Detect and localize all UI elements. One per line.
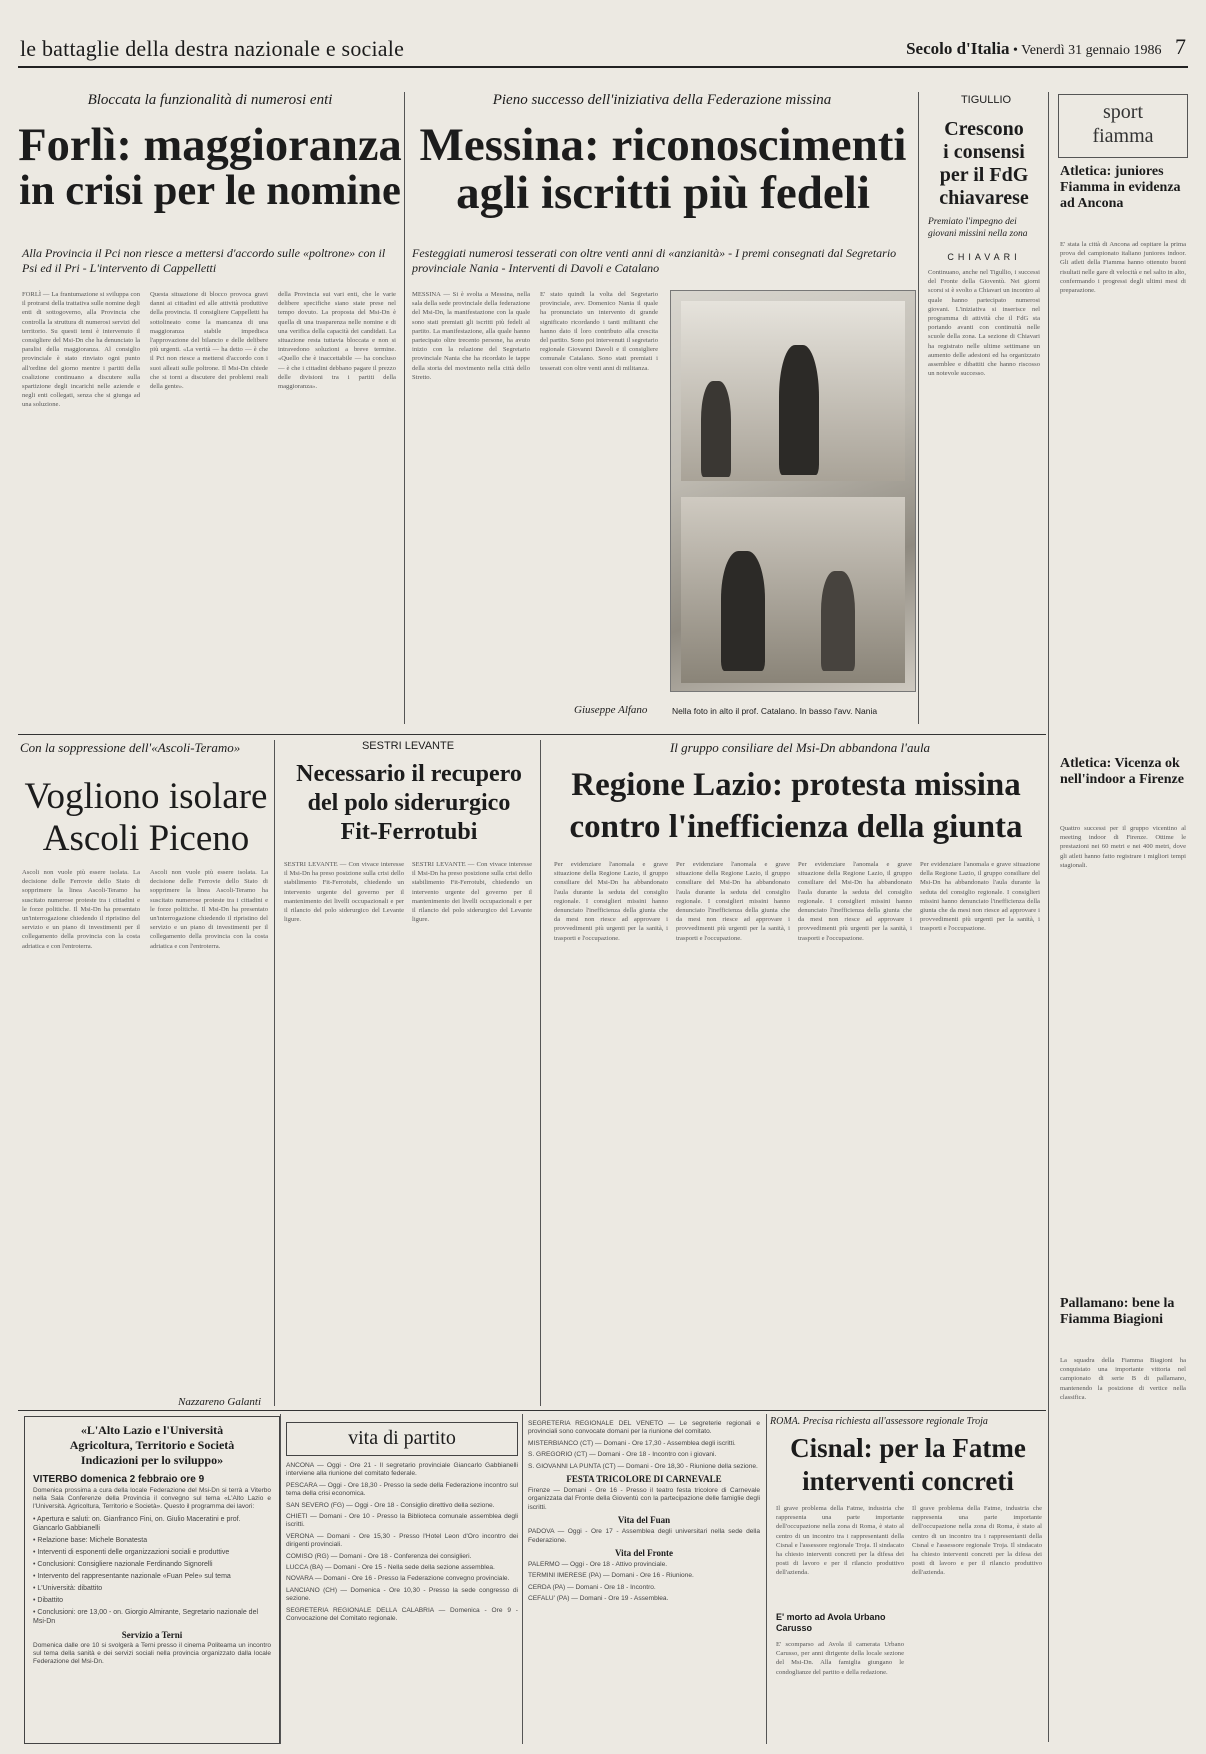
ascoli-headline-line2: Ascoli Piceno (42, 818, 250, 859)
program-item: • Interventi di esponenti delle organizzazioni sociali e produttive (33, 1549, 230, 1556)
party-event: PALERMO — Oggi - Ore 18 - Attivo provinciale. (528, 1561, 668, 1569)
lazio-body-col4: Per evidenziare l'anomala e grave situazione della Regione Lazio, il gruppo consiliare del Msi-Dn ha abbandonato l'aula durante la seduta del consiglio regionale. I consiglieri missini hanno denunciato l'inefficienza della giunta che da mesi non riesce ad approvare i provvedimenti più urgenti per la sanità, i trasporti e l'occupazione. (920, 861, 1040, 933)
sport-title-line1: sport (1103, 101, 1143, 123)
party-event: CERDA (PA) — Domani - Ore 18 - Incontro. (528, 1583, 656, 1591)
sestri-kicker: SESTRI LEVANTE (361, 740, 455, 752)
forli-kicker: Bloccata la funzionalità di numerosi enti (87, 92, 333, 108)
program-item: • Dibattito (33, 1597, 64, 1604)
sport-title-line2: fiamma (1092, 125, 1154, 147)
terni-body: Domenica dalle ore 10 si svolgerà a Terni presso il cinema Politeama un incontro sul tema della sanità e dei servizi sociali nella provincia organizzato dalla locale Federazione del Msi-Dn. (33, 1642, 271, 1665)
vita-partito-col2 (528, 1420, 760, 1742)
lazio-kicker: Il gruppo consiliare del Msi-Dn abbandona l'aula (669, 740, 931, 755)
photo-figure (701, 381, 731, 477)
lazio-body-col2: Per evidenziare l'anomala e grave situazione della Regione Lazio, il gruppo consiliare del Msi-Dn ha abbandonato l'aula durante la seduta del consiglio regionale. I consiglieri missini hanno denunciato l'inefficienza della giunta che da mesi non riesce ad approvare i provvedimenti più urgenti per la sanità, i trasporti e l'occupazione. (676, 861, 790, 942)
party-event: CHIETI — Domani - Ore 10 - Presso la Biblioteca comunale assemblea degli iscritti. (286, 1513, 518, 1529)
program-item: • Relazione base: Michele Bonatesta (33, 1537, 148, 1544)
section-rule (18, 734, 1046, 735)
program-item: • Apertura e saluti: on. Gianfranco Fini, on. Giulio Maceratini e prof. Giancarlo Gabbianelli (33, 1516, 241, 1532)
party-event: ANCONA — Oggi - Ore 21 - Il segretario provinciale Giancarlo Gabbianelli interviene alla riunione del comitato federale. (286, 1462, 518, 1478)
sport-item2-body: Quattro successi per il gruppo vicentino al meeting indoor di Firenze. Ottime le prestazioni nei 60 metri e nei 400 metri, dove gli atleti hanno fatto registrare i migliori tempi stagionali. (1060, 825, 1186, 869)
column-divider (274, 740, 275, 1406)
messina-subhead: Festeggiati numerosi tesserati con oltre venti anni di «anzianità» - I premi consegnati dal Segretario provinciale Nania - Interventi di Davoli e Catalano (412, 246, 897, 275)
sport-item1-head: Atletica: juniores Fiamma in evidenza ad Ancona (1060, 164, 1181, 211)
alto-lazio-title-line2: Agricoltura, Territorio e Società (69, 1438, 235, 1452)
party-event: SAN SEVERO (FG) — Oggi - Ore 18 - Consiglio direttivo della sezione. (286, 1501, 495, 1509)
party-subsection-head: FESTA TRICOLORE DI CARNEVALE (566, 1474, 722, 1485)
party-event: LUCCA (BA) — Domani - Ore 15 - Nella sede della sezione assemblea. (286, 1564, 495, 1572)
messina-kicker: Pieno successo dell'iniziativa della Federazione missina (492, 92, 832, 108)
column-divider (766, 1414, 767, 1744)
lazio-body-col1: Per evidenziare l'anomala e grave situazione della Regione Lazio, il gruppo consiliare del Msi-Dn ha abbandonato l'aula durante la seduta del consiglio regionale. I consiglieri missini hanno denunciato l'inefficienza della giunta che da mesi non riesce ad approvare i provvedimenti più urgenti per la sanità, i trasporti e l'occupazione. (554, 861, 668, 942)
sestri-headline-line1: Necessario il recupero (296, 761, 522, 787)
alto-lazio-box (24, 1416, 280, 1744)
column-divider (1048, 92, 1049, 1742)
masthead-rule (18, 66, 1188, 68)
party-event: COMISO (RG) — Domani - Ore 18 - Conferenza dei consiglieri. (286, 1552, 472, 1560)
messina-photo-caption: Nella foto in alto il prof. Catalano. In basso l'avv. Nania (672, 706, 878, 716)
ascoli-headline (18, 776, 274, 860)
party-event: LANCIANO (CH) — Domenica - Ore 10,30 - Presso la sede congresso di sezione. (286, 1586, 518, 1603)
messina-byline: Giuseppe Alfano (574, 704, 648, 716)
sport-item1-body: E' stata la città di Ancona ad ospitare la prima prova del campionato italiano juniores indoor. Gli atleti della Fiamma hanno ottenuto buoni risultati nelle gare di velocità e nel salto in alto, confermando i progressi degli ultimi mesi di preparazione. (1060, 241, 1186, 295)
fatme-headline-line1: Cisnal: per la Fatme (790, 1433, 1026, 1463)
photo-figure-nania (721, 551, 765, 671)
forli-subhead: Alla Provincia il Pci non riesce a mettersi d'accordo sulle «poltrone» con il Psi ed il Pri - L'intervento di Cappelletti (22, 246, 386, 275)
messina-photo (670, 290, 916, 692)
sport-item3-head: Pallamano: bene la Fiamma Biagioni (1060, 1296, 1175, 1327)
separator-bullet: • (1012, 43, 1022, 58)
messina-body-col2: E' stato quindi la volta del Segretario provinciale, avv. Domenico Nania il quale ha pronunciato un intervento di grande significato ricordando i tanti militanti che hanno dato il loro contributo alla crescita del partito. Sono poi intervenuti il segretario regionale Giovanni Davoli e il consigliere comunale Catalano. Sono stati premiati i tesserati con oltre venti anni di militanza. (540, 291, 658, 372)
ascoli-byline: Nazzareno Galanti (178, 1396, 262, 1408)
party-event: Firenze — Domani - Ore 16 - Presso il teatro festa tricolore di Carnevale organizzata dal Fronte della Gioventù con la partecipazione delle famiglie degli iscritti. (528, 1487, 760, 1511)
tigullio-body: Continuano, anche nel Tigullio, i successi del Fronte della Gioventù. Nei giorni scorsi si è svolto a Chiavari un incontro al quale hanno partecipato numerosi giovani. L'iniziativa si inserisce nel programma di attività che il FdG sta portando avanti con continuità nelle scuole della zona. La sezione di Chiavari ha registrato nelle ultime settimane un aumento delle adesioni ed ha organizzato assemblee e dibattiti che hanno riscosso un notevole successo. (928, 269, 1040, 378)
program-item: • Conclusioni: Consigliere nazionale Ferdinando Signorelli (33, 1561, 213, 1568)
tigullio-subhead: Premiato l'impegno dei giovani missini nella zona (928, 217, 1028, 239)
photo-figure-speaker (779, 345, 819, 475)
tigullio-dateline: CHIAVARI (947, 252, 1021, 262)
party-event: PADOVA — Oggi - Ore 17 - Assemblea degli universitari nella sede della Federazione. (528, 1528, 760, 1544)
alto-lazio-program-list (33, 1515, 271, 1626)
messina-headline-line2: agli iscritti più fedeli (456, 166, 870, 219)
alto-lazio-title-line1: «L'Alto Lazio e l'Università (80, 1423, 224, 1437)
messina-headline-line1: Messina: riconoscimenti (419, 119, 907, 171)
party-event: NOVARA — Domani - Ore 16 - Presso la Federazione convegno provinciale. (286, 1575, 510, 1583)
ascoli-body-col2: Ascoli non vuole più essere isolata. La decisione delle Ferrovie dello Stato di sopprimere la linea Ascoli-Teramo ha suscitato numerose proteste tra i cittadini e le forze politiche. Il Msi-Dn ha presentato un'interrogazione chiedendo il ripristino del servizio e un piano di investimenti per il collegamento della provincia con la costa adriatica e con l'entroterra. (150, 869, 268, 950)
tigullio-headline-line1: Crescono (944, 118, 1024, 140)
party-event: S. GREGORIO (CT) — Domani - Ore 18 - Incontro con i giovani. (528, 1451, 717, 1459)
vita-partito-header-box (286, 1422, 518, 1456)
tigullio-headline-line4: chiavarese (939, 187, 1029, 209)
party-event: PESCARA — Oggi - Ore 18,30 - Presso la sede della Federazione incontro sul tema della crisi economica. (286, 1481, 518, 1498)
messina-headline (410, 119, 916, 219)
tigullio-label: TIGULLIO (960, 94, 1012, 106)
party-subsection-head: Vita del Fronte (615, 1548, 673, 1559)
forli-body-col1: FORLÌ — La frantumazione si sviluppa con il protrarsi della trattativa sulle nomine degli enti di sottogoverno, alla Provincia che controlla la struttura di numerosi servizi del territorio. Su questi temi è intervenuto il consigliere del Msi-Dn che ha denunciato la paralisi della maggioranza. Al consiglio provinciale è stato rinviato ogni punto all'ordine del giorno mentre i partiti della coalizione continuano a discutere sulla spartizione degli incarichi nelle aziende e negli enti collegati, senza che si giunga ad una soluzione. (22, 291, 140, 409)
sestri-headline-line2: del polo siderurgico (307, 790, 511, 816)
sport-item3-body: La squadra della Fiamma Biagioni ha conquistato una importante vittoria nel campionato di serie B di pallamano, mantenendo la posizione di vertice nella classifica. (1060, 1357, 1186, 1401)
party-event: TERMINI IMERESE (PA) — Domani - Ore 16 - Riunione. (528, 1572, 694, 1580)
tigullio-headline (926, 118, 1042, 210)
party-event: SEGRETERIA REGIONALE DELLA CALABRIA — Domenica - Ore 9 - Convocazione del Comitato regionale. (286, 1606, 518, 1623)
party-event: S. GIOVANNI LA PUNTA (CT) — Domani - Ore 18,30 - Riunione della sezione. (528, 1462, 758, 1470)
sport-item2-head: Atletica: Vicenza ok nell'indoor a Firenze (1060, 756, 1184, 787)
party-subsection-head: Vita del Fuan (617, 1515, 671, 1526)
party-event: MISTERBIANCO (CT) — Domani - Ore 17,30 - Assemblea degli iscritti. (528, 1439, 736, 1447)
messina-body-col1: MESSINA — Si è svolta a Messina, nella sala della sede provinciale della federazione del Msi-Dn, la manifestazione con la quale sono stati premiati gli iscritti più fedeli al partito. La manifestazione, alla quale hanno partecipato oltre trecento persone, ha avuto inizio con la relazione del Segretario provinciale Nania che ha ricordato le tappe della storia del movimento nella città dello Stretto. (412, 291, 530, 381)
alto-lazio-dateline: VITERBO domenica 2 febbraio ore 9 (33, 1474, 205, 1485)
sestri-body-col1: SESTRI LEVANTE — Con vivace interesse il Msi-Dn ha preso posizione sulla crisi dello stabilimento Fit-Ferrotubi, chiedendo un intervento urgente del governo per il mantenimento dei livelli occupazionali e per il rilancio del polo siderurgico del Levante ligure. (284, 861, 404, 924)
terni-head: Servizio a Terni (121, 1630, 183, 1640)
photo-figure (821, 571, 855, 671)
tigullio-headline-line3: per il FdG (939, 164, 1029, 186)
fatme-headline (772, 1432, 1044, 1498)
publication-name: Secolo d'Italia (906, 39, 1010, 58)
section-rule (18, 1410, 1046, 1411)
lazio-headline-line1: Regione Lazio: protesta missina (571, 767, 1021, 803)
program-item: • Intervento del rappresentante nazionale «Fuan Pele» sul tema (33, 1573, 231, 1580)
forli-headline-line1: Forlì: maggioranza (18, 120, 402, 171)
sestri-headline (278, 760, 540, 847)
vita-partito-col1 (286, 1462, 518, 1742)
fatme-kicker: ROMA. Precisa richiesta all'assessore regionale Troja (770, 1416, 988, 1427)
fatme-body-col1: Il grave problema della Fatme, industria che rappresenta una parte importante dell'occupazione nella zona di Roma, è stato al centro di un incontro tra i rappresentanti della Cisnal e l'assessore regionale Troja. Il sindacato ha chiesto interventi concreti per la difesa dei posti di lavoro e per il rilancio produttivo dell'azienda. (776, 1505, 904, 1577)
section-title: le battaglie della destra nazionale e sociale (20, 36, 405, 61)
forli-headline (18, 122, 402, 213)
obit-body: E' scomparso ad Avola il camerata Urbano Carusso, per anni dirigente della locale sezione del Msi-Dn. Alla famiglia giungano le condoglianze del partito e della redazione. (776, 1640, 904, 1740)
column-divider (540, 740, 541, 1406)
sestri-body-col2: SESTRI LEVANTE — Con vivace interesse il Msi-Dn ha preso posizione sulla crisi dello stabilimento Fit-Ferrotubi, chiedendo un intervento urgente del governo per il mantenimento dei livelli occupazionali e per il rilancio del polo siderurgico del Levante ligure. (412, 861, 532, 924)
party-event: VERONA — Domani - Ore 15,30 - Presso l'Hotel Leon d'Oro incontro dei dirigenti provinciali. (286, 1532, 518, 1549)
program-item: • L'Università: dibattito (33, 1585, 103, 1592)
lazio-body-col3: Per evidenziare l'anomala e grave situazione della Regione Lazio, il gruppo consiliare del Msi-Dn ha abbandonato l'aula durante la seduta del consiglio regionale. I consiglieri missini hanno denunciato l'inefficienza della giunta che da mesi non riesce ad approvare i provvedimenti più urgenti per la sanità, i trasporti e l'occupazione. (798, 861, 912, 942)
vita-partito-title: vita di partito (348, 1427, 456, 1449)
party-event: SEGRETERIA REGIONALE DEL VENETO — Le segreterie regionali e provinciali sono convocate domani per la riunione del comitato. (528, 1420, 760, 1436)
party-event: CEFALU' (PA) — Domani - Ore 19 - Assemblea. (528, 1595, 669, 1603)
ascoli-kicker: Con la soppressione dell'«Ascoli-Teramo» (20, 740, 241, 755)
masthead-info (906, 34, 1186, 60)
column-divider (404, 92, 405, 724)
sestri-headline-line3: Fit-Ferrotubi (340, 819, 478, 845)
column-divider (522, 1414, 523, 1744)
ascoli-body-col1: Ascoli non vuole più essere isolata. La decisione delle Ferrovie dello Stato di sopprimere la linea Ascoli-Teramo ha suscitato numerose proteste tra i cittadini e le forze politiche. Il Msi-Dn ha presentato un'interrogazione chiedendo il ripristino del servizio e un piano di investimenti per il collegamento della provincia con la costa adriatica e con l'entroterra. (22, 869, 140, 950)
ascoli-headline-line1: Vogliono isolare (24, 776, 268, 817)
forli-body-col2: Questa situazione di blocco provoca gravi danni ai cittadini ed alle attività produttive della provincia. Il consigliere Cappelletti ha sottolineato come la mancanza di una maggioranza stabile impedisca l'approvazione del bilancio e delle delibere più urgenti. «La verità — ha detto — è che il Pci non riesce a mettersi d'accordo con i suoi alleati sulle poltrone. Il Msi-Dn chiede che si torni a discutere dei problemi reali della gente». (150, 291, 268, 391)
program-item: • Conclusioni: ore 13,00 - on. Giorgio Almirante, Segretario nazionale del Msi-Dn (33, 1609, 259, 1625)
photo-bottom-scene (681, 497, 905, 683)
alto-lazio-title (25, 1423, 279, 1468)
sport-fiamma-box (1058, 94, 1188, 158)
lazio-headline (548, 764, 1044, 848)
tigullio-headline-line2: i consensi (943, 141, 1025, 163)
forli-headline-line2: in crisi per le nomine (19, 167, 401, 215)
alto-lazio-title-line3: Indicazioni per lo sviluppo» (80, 1453, 224, 1467)
forli-body-col3: della Provincia sui vari enti, che le varie delibere specifiche siano state prese nel tempo dovuto. La proposta del Msi-Dn è quella di una trasparenza nelle nomine e di una verifica della capacità dei candidati. La situazione resta tuttavia bloccata e non si intravedono soluzioni a breve termine. «Quello che è inaccettabile — ha concluso — è che i cittadini debbano pagare il prezzo delle divisioni tra i partiti della maggioranza». (278, 291, 396, 391)
page-number: 7 (1175, 34, 1186, 59)
obit-head: E' morto ad Avola Urbano Carusso (776, 1612, 904, 1634)
column-divider (918, 92, 919, 724)
issue-date: Venerdì 31 gennaio 1986 (1021, 43, 1162, 58)
alto-lazio-intro: Domenica prossima a cura della locale Federazione del Msi-Dn si terrà a Viterbo nella Sala Conferenze della Provincia il convegno sul tema «L'Alto Lazio e l'Università. Agricoltura, Territorio e Società». Questo il programma dei lavori: (33, 1487, 271, 1510)
fatme-body-col2: Il grave problema della Fatme, industria che rappresenta una parte importante dell'occupazione nella zona di Roma, è stato al centro di un incontro tra i rappresentanti della Cisnal e l'assessore regionale Troja. Il sindacato ha chiesto interventi concreti per la difesa dei posti di lavoro e per il rilancio produttivo dell'azienda. (912, 1505, 1042, 1577)
column-divider (280, 1414, 281, 1744)
fatme-headline-line2: interventi concreti (802, 1466, 1014, 1496)
lazio-headline-line2: contro l'inefficienza della giunta (569, 809, 1023, 845)
